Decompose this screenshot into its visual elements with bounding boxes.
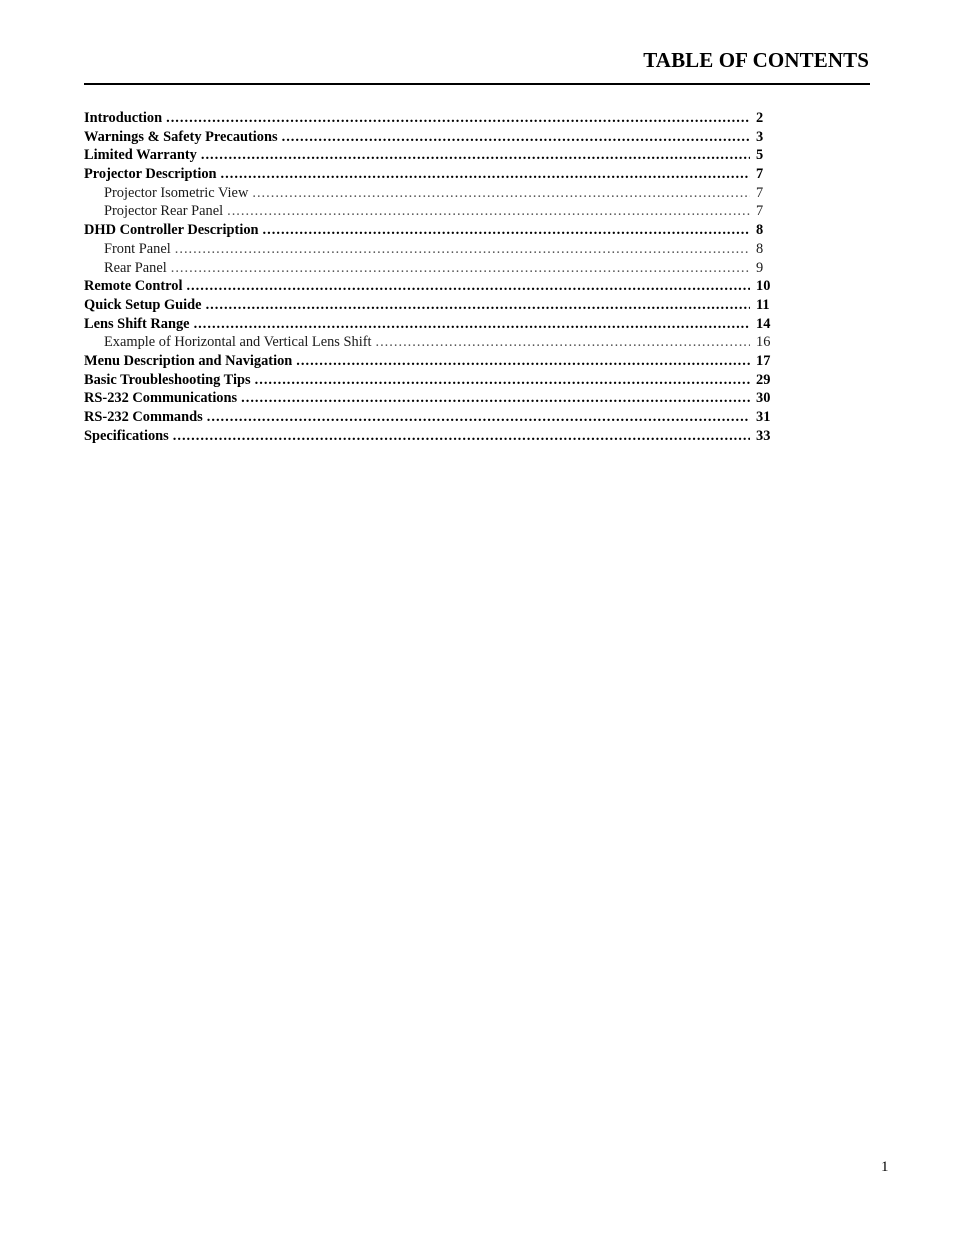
toc-entry-quick-setup-guide[interactable] [84, 296, 778, 315]
dot-leader [227, 202, 750, 221]
toc-entry-front-panel[interactable] [84, 240, 778, 259]
dot-leader [201, 146, 750, 165]
toc-entry-page: 29 [756, 371, 771, 388]
toc-entry-limited-warranty[interactable] [84, 146, 778, 165]
toc-entry-page: 7 [756, 203, 764, 220]
toc-entry-label: Lens Shift Range [84, 315, 190, 332]
toc-entry-label: Rear Panel [104, 259, 167, 276]
toc-entry-page: 7 [756, 166, 764, 183]
dot-leader [206, 296, 750, 315]
page-title: TABLE OF CONTENTS [643, 48, 869, 72]
dot-leader [173, 427, 750, 446]
toc-entry-page: 11 [756, 296, 770, 313]
toc-entry-menu-description[interactable] [84, 352, 778, 371]
toc-entry-label: Warnings & Safety Precautions [84, 128, 278, 145]
toc-entry-dhd-controller-description[interactable] [84, 221, 778, 240]
toc-entry-page: 8 [756, 222, 764, 239]
title-divider [84, 83, 870, 85]
toc-entry-page: 8 [756, 240, 764, 257]
toc-entry-label: Projector Description [84, 166, 217, 183]
dot-leader [375, 333, 750, 352]
dot-leader [166, 109, 750, 128]
dot-leader [252, 184, 750, 203]
toc-entry-specifications[interactable] [84, 427, 778, 446]
toc-entry-page: 14 [756, 315, 771, 332]
toc-entry-projector-description[interactable] [84, 165, 778, 184]
toc-entry-remote-control[interactable] [84, 277, 778, 296]
table-of-contents [84, 109, 778, 445]
toc-entry-introduction[interactable] [84, 109, 778, 128]
dot-leader [221, 165, 750, 184]
toc-entry-troubleshooting[interactable] [84, 371, 778, 390]
dot-leader [186, 277, 750, 296]
toc-entry-page: 2 [756, 110, 764, 126]
toc-entry-page: 5 [756, 147, 764, 164]
toc-entry-label: Example of Horizontal and Vertical Lens Shift [104, 334, 372, 351]
toc-entry-page: 7 [756, 184, 764, 201]
toc-entry-label: Projector Rear Panel [104, 203, 224, 220]
dot-leader [263, 221, 750, 240]
toc-entry-rs232-communications[interactable] [84, 389, 778, 408]
toc-entry-lens-shift-example[interactable] [84, 333, 778, 352]
toc-entry-projector-rear-panel[interactable] [84, 202, 778, 221]
toc-entry-label: Quick Setup Guide [84, 296, 202, 313]
toc-entry-label: Remote Control [84, 278, 183, 295]
dot-leader [207, 408, 750, 427]
toc-entry-warnings-safety[interactable] [84, 128, 778, 147]
toc-entry-label: Menu Description and Navigation [84, 352, 293, 369]
dot-leader [255, 371, 750, 390]
dot-leader [171, 259, 750, 278]
dot-leader [282, 128, 750, 147]
toc-entry-page: 33 [756, 427, 771, 444]
toc-entry-label: Front Panel [104, 240, 171, 257]
toc-entry-label: RS-232 Commands [84, 409, 203, 425]
page-number: 1 [881, 1159, 889, 1175]
toc-entry-page: 9 [756, 259, 764, 276]
toc-entry-page: 10 [756, 278, 771, 295]
toc-entry-page: 17 [756, 352, 771, 369]
toc-entry-rs232-commands[interactable] [84, 408, 778, 427]
dot-leader [296, 352, 750, 371]
toc-entry-rear-panel[interactable] [84, 259, 778, 278]
toc-entry-lens-shift-range[interactable] [84, 315, 778, 334]
dot-leader [194, 315, 750, 334]
toc-entry-label: RS-232 Communications [84, 390, 238, 407]
toc-entry-label: Specifications [84, 427, 169, 444]
dot-leader [241, 389, 750, 408]
toc-entry-label: Limited Warranty [84, 147, 197, 164]
toc-entry-label: Basic Troubleshooting Tips [84, 371, 251, 388]
toc-entry-page: 30 [756, 390, 771, 407]
toc-entry-label: DHD Controller Description [84, 222, 259, 239]
toc-entry-page: 16 [756, 334, 771, 351]
toc-entry-page: 31 [756, 409, 771, 425]
toc-entry-label: Introduction [84, 110, 163, 126]
toc-entry-label: Projector Isometric View [104, 184, 249, 201]
toc-entry-projector-isometric-view[interactable] [84, 184, 778, 203]
dot-leader [175, 240, 750, 259]
toc-entry-page: 3 [756, 128, 764, 145]
